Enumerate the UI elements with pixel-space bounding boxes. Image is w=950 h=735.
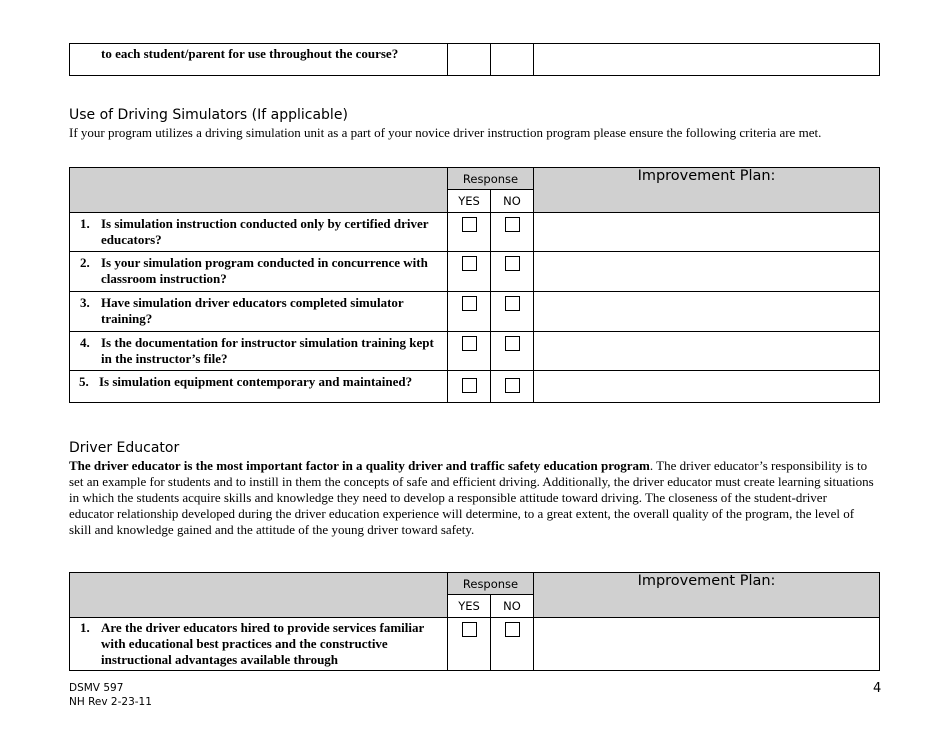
driver-educator-table bbox=[69, 572, 880, 671]
question-number: 4. bbox=[80, 335, 90, 350]
improvement-plan-cell[interactable] bbox=[534, 213, 880, 252]
table-row bbox=[70, 371, 880, 403]
footer-revision: NH Rev 2-23-11 bbox=[69, 696, 152, 708]
question-number: 1. bbox=[80, 620, 90, 635]
table-row bbox=[70, 213, 880, 252]
header-blank-cell bbox=[70, 168, 448, 213]
no-checkbox[interactable] bbox=[505, 296, 520, 311]
question-text: Are the driver educators hired to provide services familiar with educational best practices and the constructive instructional advantages available through bbox=[101, 620, 425, 667]
response-header: Response bbox=[448, 168, 534, 190]
question-text: Is simulation equipment contemporary and maintained? bbox=[99, 374, 413, 389]
question-text: Is your simulation program conducted in concurrence with classroom instruction? bbox=[101, 255, 428, 286]
question-text: to each student/parent for use throughout the course? bbox=[101, 46, 399, 61]
improvement-plan-header: Improvement Plan: bbox=[534, 168, 880, 213]
question-text: Is the documentation for instructor simulation training kept in the instructor’s file? bbox=[101, 335, 434, 366]
improvement-plan-header: Improvement Plan: bbox=[534, 573, 880, 618]
table-row bbox=[70, 332, 880, 371]
improvement-plan-cell[interactable] bbox=[534, 371, 880, 403]
response-header: Response bbox=[448, 573, 534, 595]
no-checkbox[interactable] bbox=[505, 256, 520, 271]
yes-checkbox[interactable] bbox=[462, 296, 477, 311]
section-title-driver-educator: Driver Educator bbox=[69, 440, 180, 456]
no-header: NO bbox=[491, 595, 534, 618]
yes-checkbox[interactable] bbox=[462, 217, 477, 232]
section-intro-simulators: If your program utilizes a driving simulation unit as a part of your novice driver instruction program please ensure the following criteria are met. bbox=[69, 125, 822, 140]
question-number: 2. bbox=[80, 255, 90, 270]
yes-header: YES bbox=[448, 595, 491, 618]
no-checkbox[interactable] bbox=[505, 378, 520, 393]
no-checkbox[interactable] bbox=[505, 336, 520, 351]
improvement-plan-cell[interactable] bbox=[534, 332, 880, 371]
question-text: Have simulation driver educators completed simulator training? bbox=[101, 295, 404, 326]
table-row bbox=[70, 292, 880, 332]
yes-checkbox[interactable] bbox=[462, 622, 477, 637]
section-intro-driver-educator bbox=[69, 458, 874, 538]
no-checkbox[interactable] bbox=[505, 622, 520, 637]
no-checkbox[interactable] bbox=[505, 217, 520, 232]
page-number: 4 bbox=[873, 681, 882, 696]
table-row bbox=[70, 252, 880, 292]
no-header: NO bbox=[491, 190, 534, 213]
question-number: 5. bbox=[79, 374, 89, 389]
simulators-table bbox=[69, 167, 880, 403]
improvement-plan-cell[interactable] bbox=[534, 292, 880, 332]
yes-cell bbox=[448, 44, 491, 76]
no-cell bbox=[491, 44, 534, 76]
question-cell bbox=[70, 44, 448, 76]
footer-form-id: DSMV 597 bbox=[69, 682, 124, 694]
improvement-plan-cell[interactable] bbox=[534, 44, 880, 76]
yes-checkbox[interactable] bbox=[462, 336, 477, 351]
section-title-simulators: Use of Driving Simulators (If applicable) bbox=[69, 107, 348, 123]
intro-text: . The driver educator’s responsibility is to set an example for students and to instill in them the concepts of safe and efficient driving. Additionally, the driver educator must create learning situations in which the students acquire skills and knowledge they need to develop a responsible attitude toward driving. The closeness of the student-driver educator relationship developed during the driver education experience will determine, to a great extent, the overall quality of the program, the level of skill and knowledge gained and the attitude of the young driver toward safety. bbox=[69, 458, 874, 537]
header-blank-cell bbox=[70, 573, 448, 618]
yes-header: YES bbox=[448, 190, 491, 213]
yes-checkbox[interactable] bbox=[462, 256, 477, 271]
question-number: 1. bbox=[80, 216, 90, 231]
table-row bbox=[70, 618, 880, 671]
top-continuation-table bbox=[69, 43, 880, 76]
question-text: Is simulation instruction conducted only by certified driver educators? bbox=[101, 216, 429, 247]
yes-checkbox[interactable] bbox=[462, 378, 477, 393]
improvement-plan-cell[interactable] bbox=[534, 252, 880, 292]
question-number: 3. bbox=[80, 295, 90, 310]
improvement-plan-cell[interactable] bbox=[534, 618, 880, 671]
intro-bold-text: The driver educator is the most important factor in a quality driver and traffic safety education program bbox=[69, 458, 650, 473]
